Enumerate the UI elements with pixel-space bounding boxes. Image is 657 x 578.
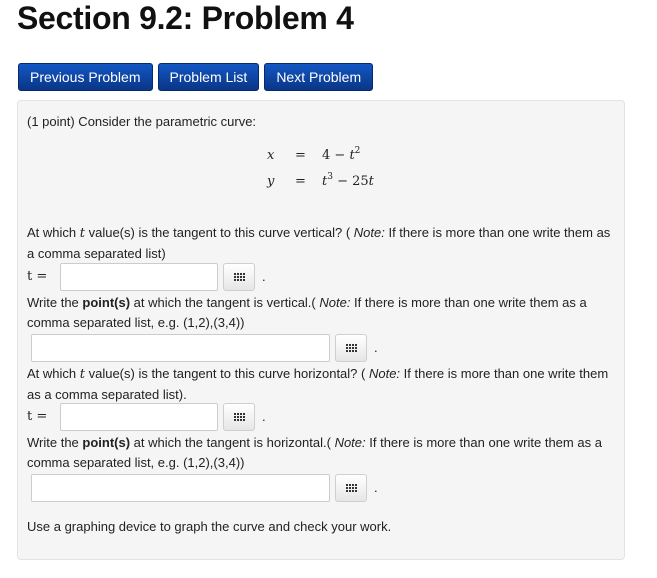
- answer-input-horizontal-points[interactable]: [31, 474, 330, 502]
- answer-row-3: t = .: [27, 403, 266, 431]
- answer-row-2: .: [31, 334, 378, 362]
- equation-x-rhs: $4 - t^2$: [322, 146, 361, 163]
- problem-intro: (1 point) Consider the parametric curve:: [27, 114, 257, 129]
- answer-row-4: .: [31, 474, 378, 502]
- previous-problem-button[interactable]: Previous Problem: [18, 63, 153, 91]
- equation-x-lhs: x: [267, 148, 275, 163]
- grid-icon: [346, 344, 357, 352]
- grid-icon: [346, 484, 357, 492]
- page-title: Section 9.2: Problem 4: [17, 0, 354, 36]
- equation-x-op: =: [295, 148, 306, 163]
- grid-icon: [234, 273, 245, 281]
- equation-editor-button[interactable]: [223, 263, 255, 291]
- equation-y-rhs: $t^3 - 25t$: [322, 172, 374, 189]
- equation-y-lhs: y: [267, 174, 275, 189]
- answer-label-1: t =: [27, 269, 48, 284]
- problem-panel: [17, 100, 625, 560]
- question-vertical-points: Write the point(s) at which the tangent is vertical.( Note: If there is more than one write them as a comma separated list, e.g. (1,2),(3,4)): [27, 295, 587, 330]
- equation-x: [18, 146, 624, 166]
- footer-note: Use a graphing device to graph the curve and check your work.: [27, 519, 392, 534]
- problem-list-button[interactable]: Problem List: [158, 63, 260, 91]
- answer-input-vertical-points[interactable]: [31, 334, 330, 362]
- answer-input-horizontal-t[interactable]: [60, 403, 218, 431]
- answer-label-3: t =: [27, 409, 48, 424]
- equation-editor-button[interactable]: [223, 403, 255, 431]
- answer-row-1: t = .: [27, 263, 266, 291]
- equation-y-op: =: [295, 174, 306, 189]
- grid-icon: [234, 413, 245, 421]
- answer-input-vertical-t[interactable]: [60, 263, 218, 291]
- question-horizontal-points: Write the point(s) at which the tangent is horizontal.( Note: If there is more than one write them as a comma separated list, e.g. (1,2),(3,4)): [27, 435, 602, 470]
- equation-editor-button[interactable]: [335, 334, 367, 362]
- next-problem-button[interactable]: Next Problem: [264, 63, 373, 91]
- question-vertical-t: At which t value(s) is the tangent to this curve vertical? ( Note: If there is more than one write them as a comma separated list): [27, 225, 611, 261]
- problem-nav: [18, 63, 373, 91]
- equation-y: [18, 172, 624, 192]
- equation-editor-button[interactable]: [335, 474, 367, 502]
- question-horizontal-t: At which t value(s) is the tangent to this curve horizontal? ( Note: If there is more than one write them as a comma separated list).: [27, 366, 609, 402]
